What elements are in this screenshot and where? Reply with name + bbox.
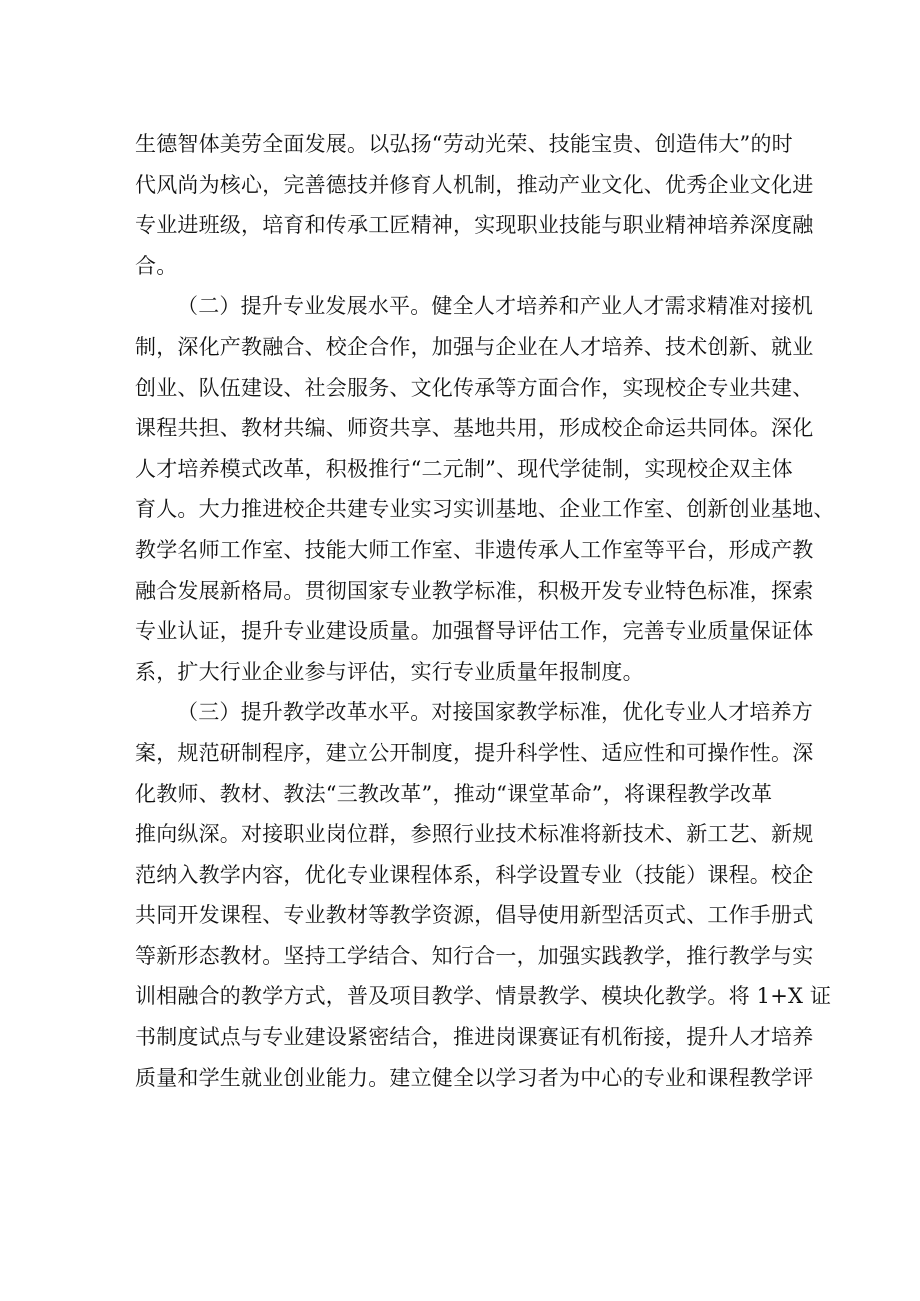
section-3-first-line: （三）提升教学改革水平。对接国家教学标准，优化专业人才培养方 — [177, 700, 813, 725]
paragraph-line: 质量和学生就业创业能力。建立健全以学习者为中心的专业和课程教学评 — [135, 1065, 814, 1090]
paragraph-line: 合。 — [135, 253, 178, 278]
section-2-first-line: （二）提升专业发展水平。健全人才培养和产业人才需求精准对接机 — [177, 294, 813, 319]
paragraph-line: 范纳入教学内容，优化专业课程体系，科学设置专业（技能）课程。校企 — [135, 862, 814, 887]
paragraph-line: 创业、队伍建设、社会服务、文化传承等方面合作，实现校企专业共建、 — [135, 375, 814, 400]
paragraph-line: 系，扩大行业企业参与评估，实行专业质量年报制度。 — [135, 659, 644, 684]
paragraph-line: 等新形态教材。坚持工学结合、知行合一，加强实践教学，推行教学与实 — [135, 943, 814, 968]
paragraph-line: 融合发展新格局。贯彻国家专业教学标准，积极开发专业特色标准，探索 — [135, 578, 814, 603]
paragraph-line: 专业认证，提升专业建设质量。加强督导评估工作，完善专业质量保证体 — [135, 619, 814, 644]
paragraph-line: 案，规范研制程序，建立公开制度，提升科学性、适应性和可操作性。深 — [135, 740, 814, 765]
paragraph-line: 专业进班级，培育和传承工匠精神，实现职业技能与职业精神培养深度融 — [135, 213, 814, 238]
paragraph-line: 育人。大力推进校企共建专业实习实训基地、企业工作室、创新创业基地、 — [135, 497, 835, 522]
paragraph-line: 共同开发课程、专业教材等教学资源，倡导使用新型活页式、工作手册式 — [135, 903, 814, 928]
paragraph-line: 制，深化产教融合、校企合作，加强与企业在人才培养、技术创新、就业 — [135, 334, 814, 359]
paragraph-line: 训相融合的教学方式，普及项目教学、情景教学、模块化教学。将 1+X 证 — [135, 984, 832, 1009]
paragraph-line: 人才培养模式改革，积极推行“二元制”、现代学徒制，实现校企双主体 — [135, 456, 793, 481]
paragraph-line: 书制度试点与专业建设紧密结合，推进岗课赛证有机衔接，提升人才培养 — [135, 1025, 814, 1050]
document-body — [135, 124, 835, 1098]
paragraph-line: 生德智体美劳全面发展。以弘扬“劳动光荣、技能宝贵、创造伟大”的时 — [135, 132, 793, 156]
paragraph-line: 化教师、教材、教法“三教改革”，推动“课堂革命”，将课程教学改革 — [135, 781, 773, 806]
paragraph-line: 教学名师工作室、技能大师工作室、非遗传承人工作室等平台，形成产教 — [135, 537, 814, 562]
paragraph-line: 代风尚为核心，完善德技并修育人机制，推动产业文化、优秀企业文化进 — [135, 172, 814, 197]
paragraph-line: 推向纵深。对接职业岗位群，参照行业技术标准将新技术、新工艺、新规 — [135, 822, 814, 847]
paragraph-line: 课程共担、教材共编、师资共享、基地共用，形成校企命运共同体。深化 — [135, 416, 814, 441]
